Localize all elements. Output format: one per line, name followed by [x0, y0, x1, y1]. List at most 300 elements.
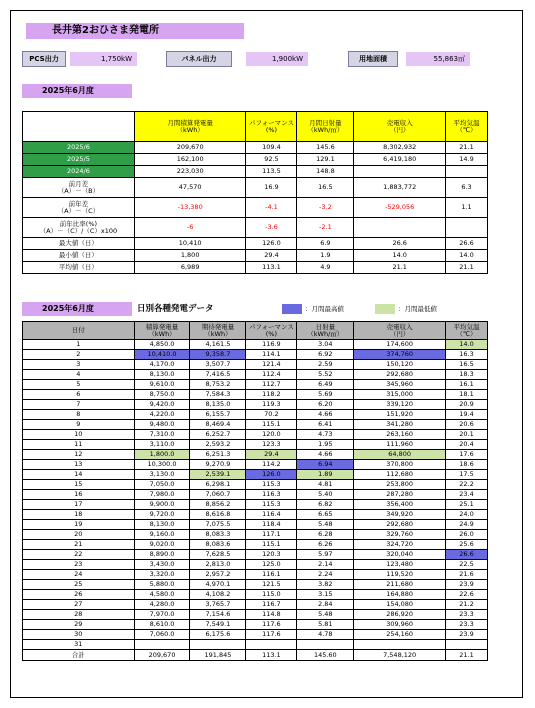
daily-value-cell: 111,960 [354, 440, 446, 450]
summary-value-cell: 113.5 [246, 166, 297, 178]
daily-value-cell: 17.6 [446, 450, 488, 460]
daily-value-cell: 14.0 [446, 340, 488, 350]
summary-value-cell: 162,100 [134, 154, 246, 166]
panel-output-value: 1,900kW [246, 52, 308, 66]
summary-header-cell: 月間積算発電量 （kWh） [134, 112, 246, 142]
daily-date-cell: 25 [23, 580, 135, 590]
daily-value-cell: 24.9 [446, 520, 488, 530]
daily-value-cell: 7,416.5 [190, 370, 246, 380]
summary-stat-cell: 1.9 [297, 250, 354, 262]
daily-value-cell: 7,970.0 [134, 610, 190, 620]
daily-header-cell: 日付 [23, 322, 135, 340]
daily-value-cell: 4.81 [297, 480, 354, 490]
daily-value-cell: 329,760 [354, 530, 446, 540]
panel-output-label[interactable]: パネル出力 [166, 51, 232, 67]
daily-value-cell: 23.9 [446, 580, 488, 590]
daily-date-cell: 12 [23, 450, 135, 460]
summary-value-cell: 14.9 [446, 154, 488, 166]
daily-value-cell: 9,720.0 [134, 510, 190, 520]
daily-value-cell: 7,549.1 [190, 620, 246, 630]
summary-header-row [23, 112, 488, 142]
daily-value-cell: 9,358.7 [190, 350, 246, 360]
daily-date-cell: 19 [23, 520, 135, 530]
daily-date-cell: 7 [23, 400, 135, 410]
daily-value-cell: 3.04 [297, 340, 354, 350]
daily-value-cell: 115.1 [246, 540, 297, 550]
daily-value-cell: 6,175.6 [190, 630, 246, 640]
daily-value-cell: 5.69 [297, 390, 354, 400]
daily-value-cell: 112.4 [246, 370, 297, 380]
daily-value-cell: 25.6 [446, 540, 488, 550]
daily-value-cell: 2,813.0 [190, 560, 246, 570]
page-title: 長井第2おひさま発電所 [26, 23, 244, 39]
summary-value-cell: 92.5 [246, 154, 297, 166]
summary-stat-label: 最大値（日） [23, 238, 135, 250]
legend-high-label: ：月間最高値 [305, 305, 344, 313]
daily-value-cell: 115.3 [246, 480, 297, 490]
daily-value-cell: 112,680 [354, 470, 446, 480]
daily-value-cell: 114.8 [246, 610, 297, 620]
daily-row [23, 400, 488, 410]
daily-value-cell: 341,280 [354, 420, 446, 430]
daily-total-cell: 21.1 [446, 650, 488, 661]
daily-row [23, 640, 488, 650]
daily-value-cell: 7,310.0 [134, 430, 190, 440]
summary-diff-cell [354, 218, 446, 238]
daily-value-cell: 154,080 [354, 600, 446, 610]
summary-stat-row [23, 250, 488, 262]
daily-value-cell: 115.0 [246, 590, 297, 600]
daily-date-cell: 13 [23, 460, 135, 470]
daily-value-cell: 4,850.0 [134, 340, 190, 350]
summary-diff-cell: -3.2 [297, 198, 354, 218]
daily-value-cell: 26.6 [446, 550, 488, 560]
summary-period-row [23, 154, 488, 166]
daily-value-cell: 150,120 [354, 360, 446, 370]
daily-value-cell: 123,480 [354, 560, 446, 570]
summary-diff-cell: -3.6 [246, 218, 297, 238]
summary-period-label: 2024/6 [23, 166, 135, 178]
summary-period-label: 2025/6 [23, 142, 135, 154]
pcs-output-label[interactable]: PCS出力 [22, 51, 66, 67]
daily-value-cell: 286,920 [354, 610, 446, 620]
daily-header-row [23, 322, 488, 340]
daily-value-cell: 117.6 [246, 620, 297, 630]
summary-diff-label: 前年比率(%) （A）－（C）/（C）x100 [23, 218, 135, 238]
daily-value-cell: 4,280.0 [134, 600, 190, 610]
daily-row [23, 630, 488, 640]
summary-period-row [23, 166, 488, 178]
daily-data-table [22, 321, 488, 661]
daily-value-cell: 6.65 [297, 510, 354, 520]
daily-row [23, 360, 488, 370]
daily-value-cell: 7,075.5 [190, 520, 246, 530]
summary-value-cell: 223,030 [134, 166, 246, 178]
daily-value-cell: 23.4 [446, 490, 488, 500]
daily-value-cell: 8,130.0 [134, 520, 190, 530]
daily-date-cell: 1 [23, 340, 135, 350]
daily-value-cell: 116.4 [246, 510, 297, 520]
daily-value-cell [354, 640, 446, 650]
daily-date-cell: 15 [23, 480, 135, 490]
daily-date-cell: 8 [23, 410, 135, 420]
daily-value-cell: 5.48 [297, 520, 354, 530]
summary-stat-cell: 113.1 [246, 262, 297, 274]
daily-value-cell: 6.26 [297, 540, 354, 550]
daily-value-cell: 23.3 [446, 610, 488, 620]
daily-value-cell: 4,161.5 [190, 340, 246, 350]
summary-period-label: 2025/5 [23, 154, 135, 166]
daily-value-cell: 1.89 [297, 470, 354, 480]
summary-diff-row [23, 218, 488, 238]
daily-row [23, 480, 488, 490]
daily-value-cell: 4,970.1 [190, 580, 246, 590]
daily-value-cell: 16.1 [446, 380, 488, 390]
daily-value-cell: 1.95 [297, 440, 354, 450]
daily-value-cell: 118.4 [246, 520, 297, 530]
daily-value-cell: 2.24 [297, 570, 354, 580]
summary-stat-cell: 26.6 [446, 238, 488, 250]
daily-value-cell: 10,300.0 [134, 460, 190, 470]
summary-diff-cell: 6.3 [446, 178, 488, 198]
daily-value-cell: 5,880.0 [134, 580, 190, 590]
summary-stat-cell: 6,989 [134, 262, 246, 274]
daily-value-cell: 253,800 [354, 480, 446, 490]
daily-value-cell: 5.97 [297, 550, 354, 560]
daily-value-cell [134, 640, 190, 650]
daily-value-cell: 1,800.0 [134, 450, 190, 460]
daily-total-cell: 7,548,120 [354, 650, 446, 661]
summary-stat-cell: 26.6 [354, 238, 446, 250]
daily-total-cell: 209,670 [134, 650, 190, 661]
summary-value-cell: 109.4 [246, 142, 297, 154]
summary-header-cell: 売電収入 （円） [354, 112, 446, 142]
daily-value-cell: 123.3 [246, 440, 297, 450]
summary-diff-cell: -6 [134, 218, 246, 238]
daily-row [23, 570, 488, 580]
daily-row [23, 440, 488, 450]
daily-value-cell: 7,050.0 [134, 480, 190, 490]
daily-value-cell: 6.82 [297, 500, 354, 510]
daily-date-cell: 5 [23, 380, 135, 390]
daily-value-cell: 370,800 [354, 460, 446, 470]
daily-value-cell: 116.9 [246, 340, 297, 350]
summary-header-cell: パフォーマンス (%) [246, 112, 297, 142]
daily-value-cell: 8,610.0 [134, 620, 190, 630]
summary-stat-cell: 10,410 [134, 238, 246, 250]
daily-row [23, 370, 488, 380]
daily-date-cell: 2 [23, 350, 135, 360]
daily-value-cell: 324,720 [354, 540, 446, 550]
daily-value-cell: 22.5 [446, 560, 488, 570]
daily-value-cell: 112.7 [246, 380, 297, 390]
summary-diff-row [23, 198, 488, 218]
daily-value-cell: 8,856.2 [190, 500, 246, 510]
daily-row [23, 580, 488, 590]
daily-value-cell: 6.94 [297, 460, 354, 470]
daily-value-cell: 8,083.3 [190, 530, 246, 540]
summary-value-cell [446, 166, 488, 178]
daily-date-cell: 3 [23, 360, 135, 370]
daily-value-cell: 17.5 [446, 470, 488, 480]
daily-value-cell: 19.4 [446, 410, 488, 420]
summary-value-cell: 8,302,932 [354, 142, 446, 154]
daily-value-cell: 2.84 [297, 600, 354, 610]
daily-total-cell: 191,845 [190, 650, 246, 661]
daily-value-cell: 5.40 [297, 490, 354, 500]
daily-value-cell: 8,753.2 [190, 380, 246, 390]
daily-value-cell: 114.1 [246, 350, 297, 360]
daily-value-cell: 116.3 [246, 490, 297, 500]
daily-date-cell: 30 [23, 630, 135, 640]
daily-value-cell: 3,507.7 [190, 360, 246, 370]
daily-value-cell: 21.6 [446, 570, 488, 580]
daily-value-cell: 120.3 [246, 550, 297, 560]
daily-value-cell: 9,420.0 [134, 400, 190, 410]
daily-value-cell: 70.2 [246, 410, 297, 420]
daily-total-row [23, 650, 488, 661]
daily-value-cell: 18.6 [446, 460, 488, 470]
daily-value-cell: 254,160 [354, 630, 446, 640]
summary-section-title: 2025年6月度 [22, 84, 132, 98]
daily-value-cell: 315,000 [354, 390, 446, 400]
daily-row [23, 590, 488, 600]
daily-value-cell: 5.48 [297, 610, 354, 620]
daily-value-cell: 2.59 [297, 360, 354, 370]
daily-date-cell: 28 [23, 610, 135, 620]
daily-total-cell: 145.60 [297, 650, 354, 661]
daily-value-cell: 6,298.1 [190, 480, 246, 490]
daily-date-cell: 17 [23, 500, 135, 510]
daily-date-cell: 14 [23, 470, 135, 480]
daily-value-cell: 9,270.9 [190, 460, 246, 470]
daily-date-cell: 22 [23, 550, 135, 560]
daily-value-cell: 8,890.0 [134, 550, 190, 560]
daily-value-cell: 64,800 [354, 450, 446, 460]
daily-row [23, 510, 488, 520]
daily-value-cell: 9,160.0 [134, 530, 190, 540]
daily-value-cell: 8,750.0 [134, 390, 190, 400]
daily-header-cell: 積算発電量 （kWh） [134, 322, 190, 340]
daily-value-cell: 4.66 [297, 410, 354, 420]
daily-value-cell: 174,600 [354, 340, 446, 350]
daily-value-cell: 3.82 [297, 580, 354, 590]
daily-value-cell: 8,616.8 [190, 510, 246, 520]
daily-value-cell: 117.6 [246, 630, 297, 640]
daily-value-cell: 320,040 [354, 550, 446, 560]
daily-section-title: 2025年6月度 [22, 302, 132, 316]
summary-stat-cell: 29.4 [246, 250, 297, 262]
daily-row [23, 600, 488, 610]
daily-value-cell: 119,520 [354, 570, 446, 580]
daily-value-cell: 211,680 [354, 580, 446, 590]
daily-value-cell: 151,920 [354, 410, 446, 420]
summary-diff-cell: 47,570 [134, 178, 246, 198]
daily-value-cell: 4.73 [297, 430, 354, 440]
daily-value-cell: 4.78 [297, 630, 354, 640]
daily-value-cell: 23.9 [446, 630, 488, 640]
daily-date-cell: 10 [23, 430, 135, 440]
daily-value-cell: 118.2 [246, 390, 297, 400]
daily-value-cell: 309,960 [354, 620, 446, 630]
summary-diff-cell: 1.1 [446, 198, 488, 218]
daily-date-cell: 29 [23, 620, 135, 630]
summary-diff-cell: 16.5 [297, 178, 354, 198]
daily-row [23, 340, 488, 350]
daily-value-cell [190, 640, 246, 650]
daily-date-cell: 20 [23, 530, 135, 540]
daily-value-cell: 164,880 [354, 590, 446, 600]
daily-value-cell: 121.5 [246, 580, 297, 590]
legend-high-swatch [282, 304, 302, 314]
daily-value-cell: 7,060.0 [134, 630, 190, 640]
summary-header-cell: 平均気温 （℃） [446, 112, 488, 142]
summary-diff-cell [446, 218, 488, 238]
daily-value-cell: 2.14 [297, 560, 354, 570]
daily-date-cell: 27 [23, 600, 135, 610]
daily-section-subtitle: 日別各種発電データ [137, 304, 214, 314]
summary-value-cell: 6,419,180 [354, 154, 446, 166]
summary-stat-cell: 1,800 [134, 250, 246, 262]
daily-value-cell: 345,960 [354, 380, 446, 390]
daily-value-cell: 20.9 [446, 400, 488, 410]
daily-date-cell: 11 [23, 440, 135, 450]
summary-stat-row [23, 238, 488, 250]
daily-value-cell: 4,580.0 [134, 590, 190, 600]
daily-value-cell: 3,110.0 [134, 440, 190, 450]
daily-date-cell: 6 [23, 390, 135, 400]
daily-value-cell: 115.3 [246, 500, 297, 510]
summary-diff-cell: -4.1 [246, 198, 297, 218]
daily-value-cell: 114.2 [246, 460, 297, 470]
daily-row [23, 390, 488, 400]
daily-value-cell: 356,400 [354, 500, 446, 510]
daily-value-cell: 8,083.6 [190, 540, 246, 550]
daily-value-cell: 4.66 [297, 450, 354, 460]
daily-value-cell: 9,480.0 [134, 420, 190, 430]
land-area-label[interactable]: 用地面積 [348, 51, 398, 67]
daily-header-cell: 売電収入 （円） [354, 322, 446, 340]
daily-value-cell: 22.2 [446, 480, 488, 490]
summary-value-cell [354, 166, 446, 178]
daily-value-cell: 119.3 [246, 400, 297, 410]
summary-stat-cell: 14.0 [354, 250, 446, 262]
daily-row [23, 350, 488, 360]
daily-value-cell: 120.0 [246, 430, 297, 440]
daily-value-cell: 6,251.3 [190, 450, 246, 460]
legend-low-label: ：月間最低値 [398, 305, 437, 313]
daily-date-cell: 21 [23, 540, 135, 550]
summary-diff-cell: 16.9 [246, 178, 297, 198]
daily-value-cell: 6.28 [297, 530, 354, 540]
daily-row [23, 540, 488, 550]
daily-value-cell: 8,469.4 [190, 420, 246, 430]
daily-date-cell: 4 [23, 370, 135, 380]
daily-value-cell: 20.6 [446, 420, 488, 430]
summary-stat-cell: 21.1 [446, 262, 488, 274]
summary-stat-label: 最小値（日） [23, 250, 135, 262]
daily-value-cell: 23.3 [446, 620, 488, 630]
summary-stat-cell: 6.9 [297, 238, 354, 250]
daily-row [23, 530, 488, 540]
summary-diff-cell: -529,056 [354, 198, 446, 218]
daily-value-cell: 18.1 [446, 390, 488, 400]
daily-value-cell: 2,957.2 [190, 570, 246, 580]
summary-stat-row [23, 262, 488, 274]
summary-period-row [23, 142, 488, 154]
daily-value-cell: 5.81 [297, 620, 354, 630]
daily-row [23, 420, 488, 430]
daily-value-cell: 3,430.0 [134, 560, 190, 570]
daily-value-cell: 21.2 [446, 600, 488, 610]
daily-value-cell: 9,020.0 [134, 540, 190, 550]
daily-value-cell: 6.41 [297, 420, 354, 430]
daily-total-label: 合計 [23, 650, 135, 661]
summary-stat-cell: 21.1 [354, 262, 446, 274]
daily-date-cell: 23 [23, 560, 135, 570]
summary-diff-cell: -13,380 [134, 198, 246, 218]
daily-value-cell: 16.3 [446, 350, 488, 360]
daily-header-cell: 平均気温 （℃） [446, 322, 488, 340]
daily-value-cell: 20.1 [446, 430, 488, 440]
daily-row [23, 380, 488, 390]
daily-row [23, 450, 488, 460]
daily-value-cell: 6,155.7 [190, 410, 246, 420]
daily-value-cell: 121.4 [246, 360, 297, 370]
daily-total-cell: 113.1 [246, 650, 297, 661]
daily-header-cell: 期待発電量 （kWh） [190, 322, 246, 340]
legend-low-swatch [375, 304, 395, 314]
daily-value-cell: 287,280 [354, 490, 446, 500]
daily-value-cell [246, 640, 297, 650]
daily-value-cell: 116.1 [246, 570, 297, 580]
daily-value-cell: 7,584.3 [190, 390, 246, 400]
summary-header-cell: 月間日射量 （kWh/㎡） [297, 112, 354, 142]
daily-value-cell: 4,170.0 [134, 360, 190, 370]
daily-value-cell: 18.3 [446, 370, 488, 380]
daily-value-cell: 4,108.2 [190, 590, 246, 600]
daily-value-cell: 7,154.6 [190, 610, 246, 620]
daily-row [23, 610, 488, 620]
summary-value-cell: 148.8 [297, 166, 354, 178]
daily-value-cell: 263,160 [354, 430, 446, 440]
daily-value-cell: 374,760 [354, 350, 446, 360]
daily-date-cell: 31 [23, 640, 135, 650]
daily-value-cell: 26.0 [446, 530, 488, 540]
daily-value-cell: 125.0 [246, 560, 297, 570]
daily-row [23, 470, 488, 480]
daily-value-cell: 3,765.7 [190, 600, 246, 610]
daily-value-cell: 4,220.0 [134, 410, 190, 420]
daily-value-cell: 116.7 [246, 600, 297, 610]
daily-value-cell: 117.1 [246, 530, 297, 540]
daily-value-cell: 6,252.7 [190, 430, 246, 440]
daily-value-cell: 8,135.0 [190, 400, 246, 410]
daily-row [23, 520, 488, 530]
daily-value-cell: 6.20 [297, 400, 354, 410]
daily-value-cell: 292,680 [354, 520, 446, 530]
daily-value-cell: 22.6 [446, 590, 488, 600]
summary-stat-cell: 4.9 [297, 262, 354, 274]
daily-value-cell: 7,060.7 [190, 490, 246, 500]
daily-value-cell: 10,410.0 [134, 350, 190, 360]
daily-value-cell: 292,680 [354, 370, 446, 380]
daily-date-cell: 24 [23, 570, 135, 580]
summary-diff-label: 前月差 （A）－（B） [23, 178, 135, 198]
daily-value-cell: 24.0 [446, 510, 488, 520]
summary-stat-cell: 14.0 [446, 250, 488, 262]
daily-date-cell: 16 [23, 490, 135, 500]
